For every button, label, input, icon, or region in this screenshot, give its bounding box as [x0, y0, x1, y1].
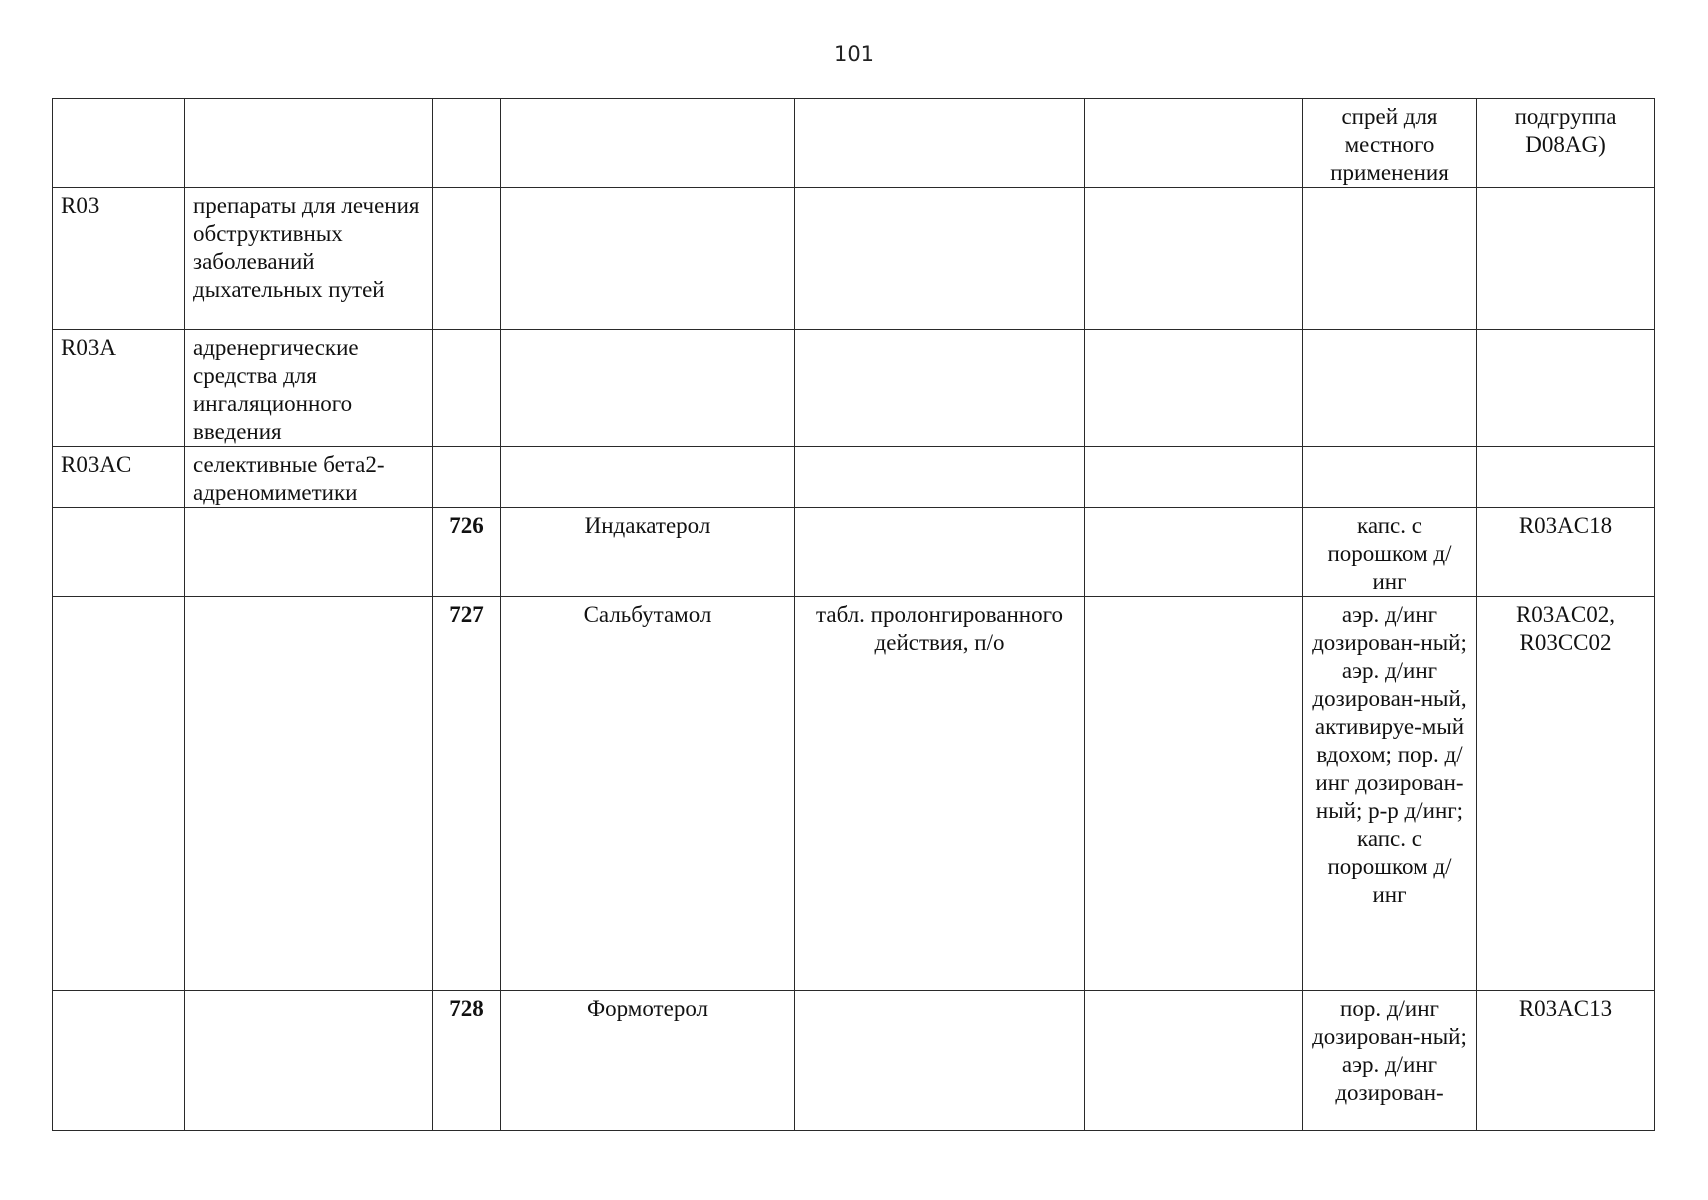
dosage-form-cell: капс. с порошком д/инг: [1303, 508, 1477, 597]
dosage-form-cell: [1085, 991, 1303, 1131]
atc-code-cell: R03: [53, 188, 185, 330]
dosage-form-cell: [795, 330, 1085, 447]
dosage-form-cell: [1303, 330, 1477, 447]
inn-cell: Индакатерол: [501, 508, 795, 597]
atc-reference-cell: [1477, 330, 1655, 447]
table-row: [53, 447, 1655, 508]
dosage-form-cell: [795, 99, 1085, 188]
atc-code-cell: R03AC: [53, 447, 185, 508]
dosage-form-cell: [795, 188, 1085, 330]
inn-cell: [501, 330, 795, 447]
inn-cell: [501, 188, 795, 330]
inn-cell: Формотерол: [501, 991, 795, 1131]
atc-code-cell: [53, 99, 185, 188]
atc-reference-cell: R03AC18: [1477, 508, 1655, 597]
anatomic-group-cell: [185, 99, 433, 188]
row-number-cell: 728: [433, 991, 501, 1131]
page-number: 101: [833, 42, 875, 66]
dosage-form-cell: аэр. д/инг дозирован-ный; аэр. д/инг дозирован-ный, активируе-мый вдохом; пор. д/инг дозирован-ный; р-р д/инг; капс. с порошком д/инг: [1303, 597, 1477, 991]
inn-cell: [501, 447, 795, 508]
inn-cell: Сальбутамол: [501, 597, 795, 991]
dosage-form-cell: [1085, 508, 1303, 597]
atc-code-cell: [53, 597, 185, 991]
dosage-form-cell: [795, 991, 1085, 1131]
row-number-cell: 726: [433, 508, 501, 597]
table-row: [53, 597, 1655, 991]
anatomic-group-cell: селективные бета2-адреномиметики: [185, 447, 433, 508]
dosage-form-cell: [1085, 99, 1303, 188]
anatomic-group-cell: [185, 508, 433, 597]
atc-reference-cell: [1477, 447, 1655, 508]
anatomic-group-cell: [185, 597, 433, 991]
dosage-form-cell: [1085, 447, 1303, 508]
atc-reference-cell: [1477, 188, 1655, 330]
row-number-cell: [433, 99, 501, 188]
table-row: [53, 330, 1655, 447]
table-row: [53, 508, 1655, 597]
atc-code-cell: [53, 508, 185, 597]
dosage-form-cell: [1085, 597, 1303, 991]
row-number-cell: [433, 330, 501, 447]
table-row: [53, 991, 1655, 1131]
row-number-cell: [433, 188, 501, 330]
inn-cell: [501, 99, 795, 188]
dosage-form-cell: пор. д/инг дозирован-ный; аэр. д/инг дозирован-: [1303, 991, 1477, 1131]
dosage-form-cell: [1085, 330, 1303, 447]
atc-reference-cell: R03AC13: [1477, 991, 1655, 1131]
dosage-form-cell: табл. пролонгированного действия, п/о: [795, 597, 1085, 991]
atc-reference-cell: R03AC02, R03CC02: [1477, 597, 1655, 991]
anatomic-group-cell: [185, 991, 433, 1131]
drug-table: [52, 98, 1655, 1131]
atc-code-cell: [53, 991, 185, 1131]
anatomic-group-cell: препараты для лечения обструктивных заболеваний дыхательных путей: [185, 188, 433, 330]
row-number-cell: [433, 447, 501, 508]
anatomic-group-cell: адренергические средства для ингаляционного введения: [185, 330, 433, 447]
table-row: [53, 188, 1655, 330]
dosage-form-cell: [1085, 188, 1303, 330]
dosage-form-cell: спрей для местного применения: [1303, 99, 1477, 188]
atc-reference-cell: подгруппа D08AG): [1477, 99, 1655, 188]
dosage-form-cell: [795, 447, 1085, 508]
dosage-form-cell: [1303, 188, 1477, 330]
dosage-form-cell: [795, 508, 1085, 597]
table-row: [53, 99, 1655, 188]
row-number-cell: 727: [433, 597, 501, 991]
dosage-form-cell: [1303, 447, 1477, 508]
atc-code-cell: R03A: [53, 330, 185, 447]
